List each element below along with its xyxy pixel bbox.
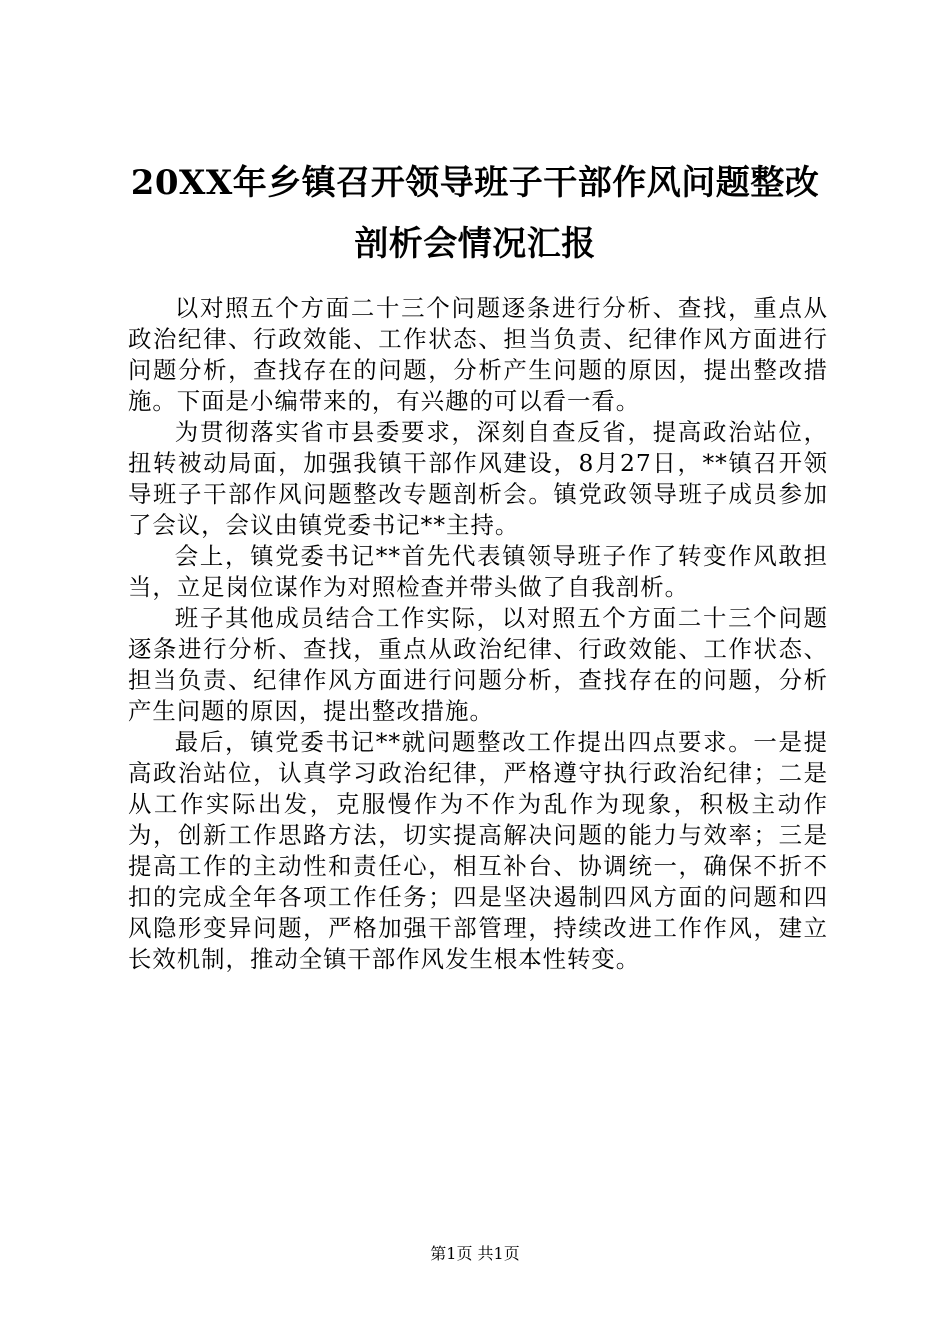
page-number-footer: 第1页 共1页 (430, 1244, 520, 1263)
document-title-line-1: 20XX年乡镇召开领导班子干部作风问题整改 (130, 163, 820, 203)
document-body (128, 293, 828, 975)
body-paragraph-3: 会上，镇党委书记**首先代表镇领导班子作了转变作风敢担当，立足岗位谋作为对照检查并带头做了自我剖析。 (128, 542, 828, 601)
body-paragraph-5: 最后，镇党委书记**就问题整改工作提出四点要求。一是提高政治站位，认真学习政治纪律，严格遵守执行政治纪律；二是从工作实际出发，克服慢作为不作为乱作为现象，积极主动作为，创新工作思路方法，切实提高解决问题的能力与效率；三是提高工作的主动性和责任心，相互补台、协调统一，确保不折不扣的完成全年各项工作任务；四是坚决遏制四风方面的问题和四风隐形变异问题，严格加强干部管理，持续改进工作作风，建立长效机制，推动全镇干部作风发生根本性转变。 (128, 728, 828, 973)
body-paragraph-1: 以对照五个方面二十三个问题逐条进行分析、查找，重点从政治纪律、行政效能、工作状态、担当负责、纪律作风方面进行问题分析，查找存在的问题，分析产生问题的原因，提出整改措施。下面是小编带来的，有兴趣的可以看一看。 (128, 294, 828, 415)
body-paragraph-2: 为贯彻落实省市县委要求，深刻自查反省，提高政治站位，扭转被动局面，加强我镇干部作风建设，8月27日，**镇召开领导班子干部作风问题整改专题剖析会。镇党政领导班子成员参加了会议，会议由镇党委书记**主持。 (128, 418, 828, 539)
document-title-line-2: 剖析会情况汇报 (354, 224, 596, 264)
body-paragraph-4: 班子其他成员结合工作实际，以对照五个方面二十三个问题逐条进行分析、查找，重点从政治纪律、行政效能、工作状态、担当负责、纪律作风方面进行问题分析，查找存在的问题，分析产生问题的原因，提出整改措施。 (128, 604, 828, 725)
